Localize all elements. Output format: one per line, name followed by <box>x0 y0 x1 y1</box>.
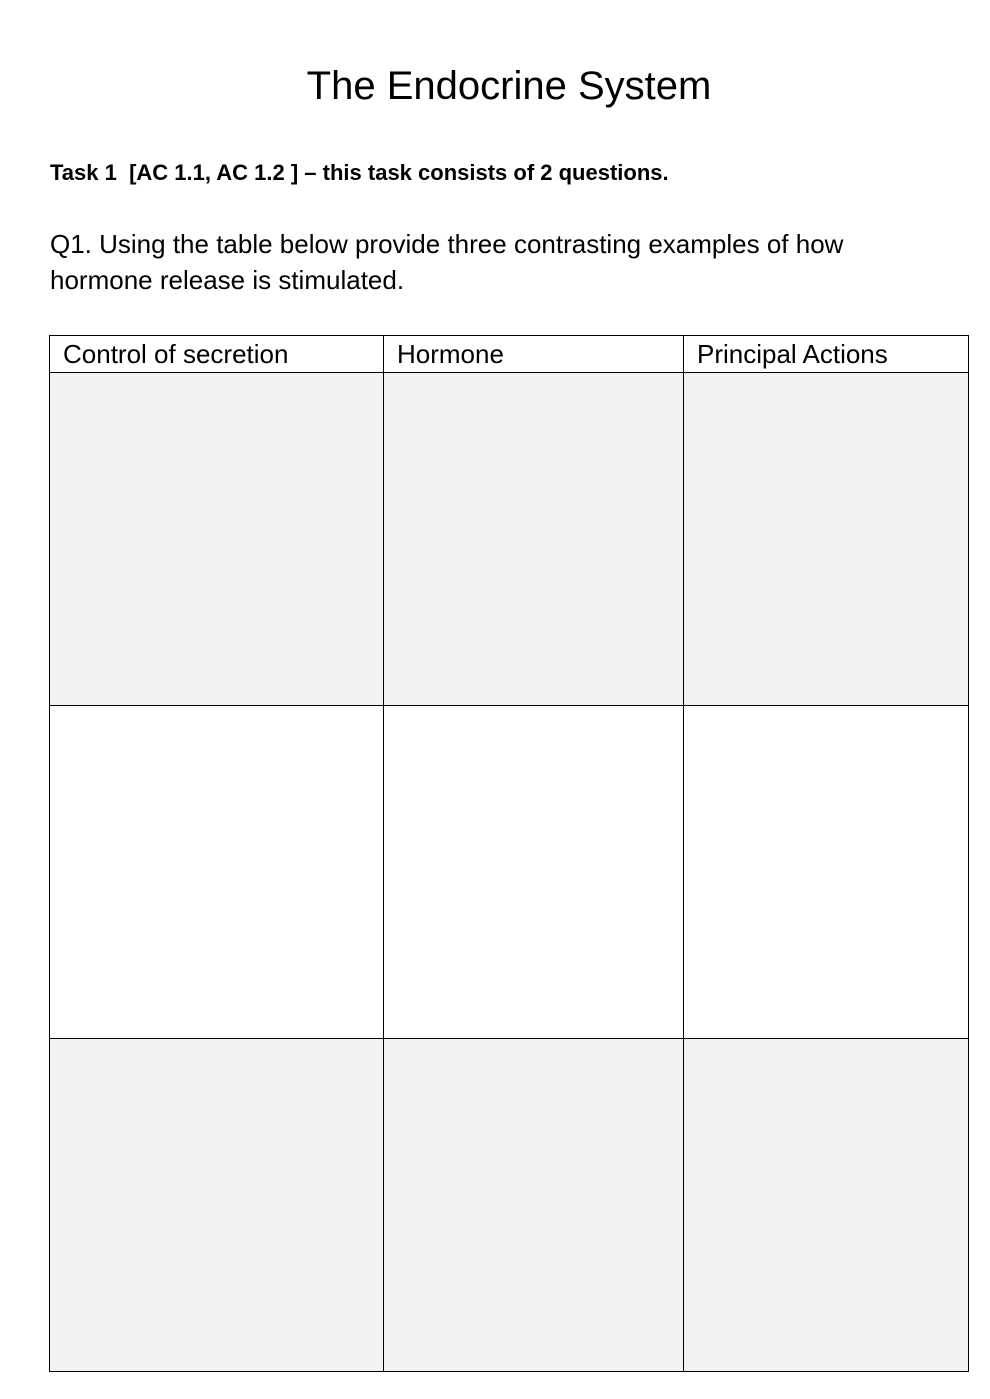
answer-cell-control[interactable] <box>50 706 384 1039</box>
answer-table <box>49 335 969 1372</box>
answer-cell-control[interactable] <box>50 1039 384 1372</box>
header-control-of-secretion: Control of secretion <box>50 336 384 373</box>
answer-cell-hormone[interactable] <box>384 373 684 706</box>
table-row <box>50 373 969 706</box>
task-heading: Task 1 [AC 1.1, AC 1.2 ] – this task consists of 2 questions. <box>50 160 669 185</box>
table-row <box>50 706 969 1039</box>
page-title: The Endocrine System <box>306 64 712 108</box>
header-principal-actions: Principal Actions <box>684 336 969 373</box>
answer-cell-actions[interactable] <box>684 1039 969 1372</box>
answer-cell-actions[interactable] <box>684 706 969 1039</box>
answer-cell-hormone[interactable] <box>384 1039 684 1372</box>
table-row <box>50 1039 969 1372</box>
answer-cell-actions[interactable] <box>684 373 969 706</box>
table-header-row <box>50 336 969 373</box>
answer-cell-control[interactable] <box>50 373 384 706</box>
question-1-text: Q1. Using the table below provide three contrasting examples of how hormone release is stimulated. <box>50 229 844 295</box>
header-hormone: Hormone <box>384 336 684 373</box>
answer-cell-hormone[interactable] <box>384 706 684 1039</box>
